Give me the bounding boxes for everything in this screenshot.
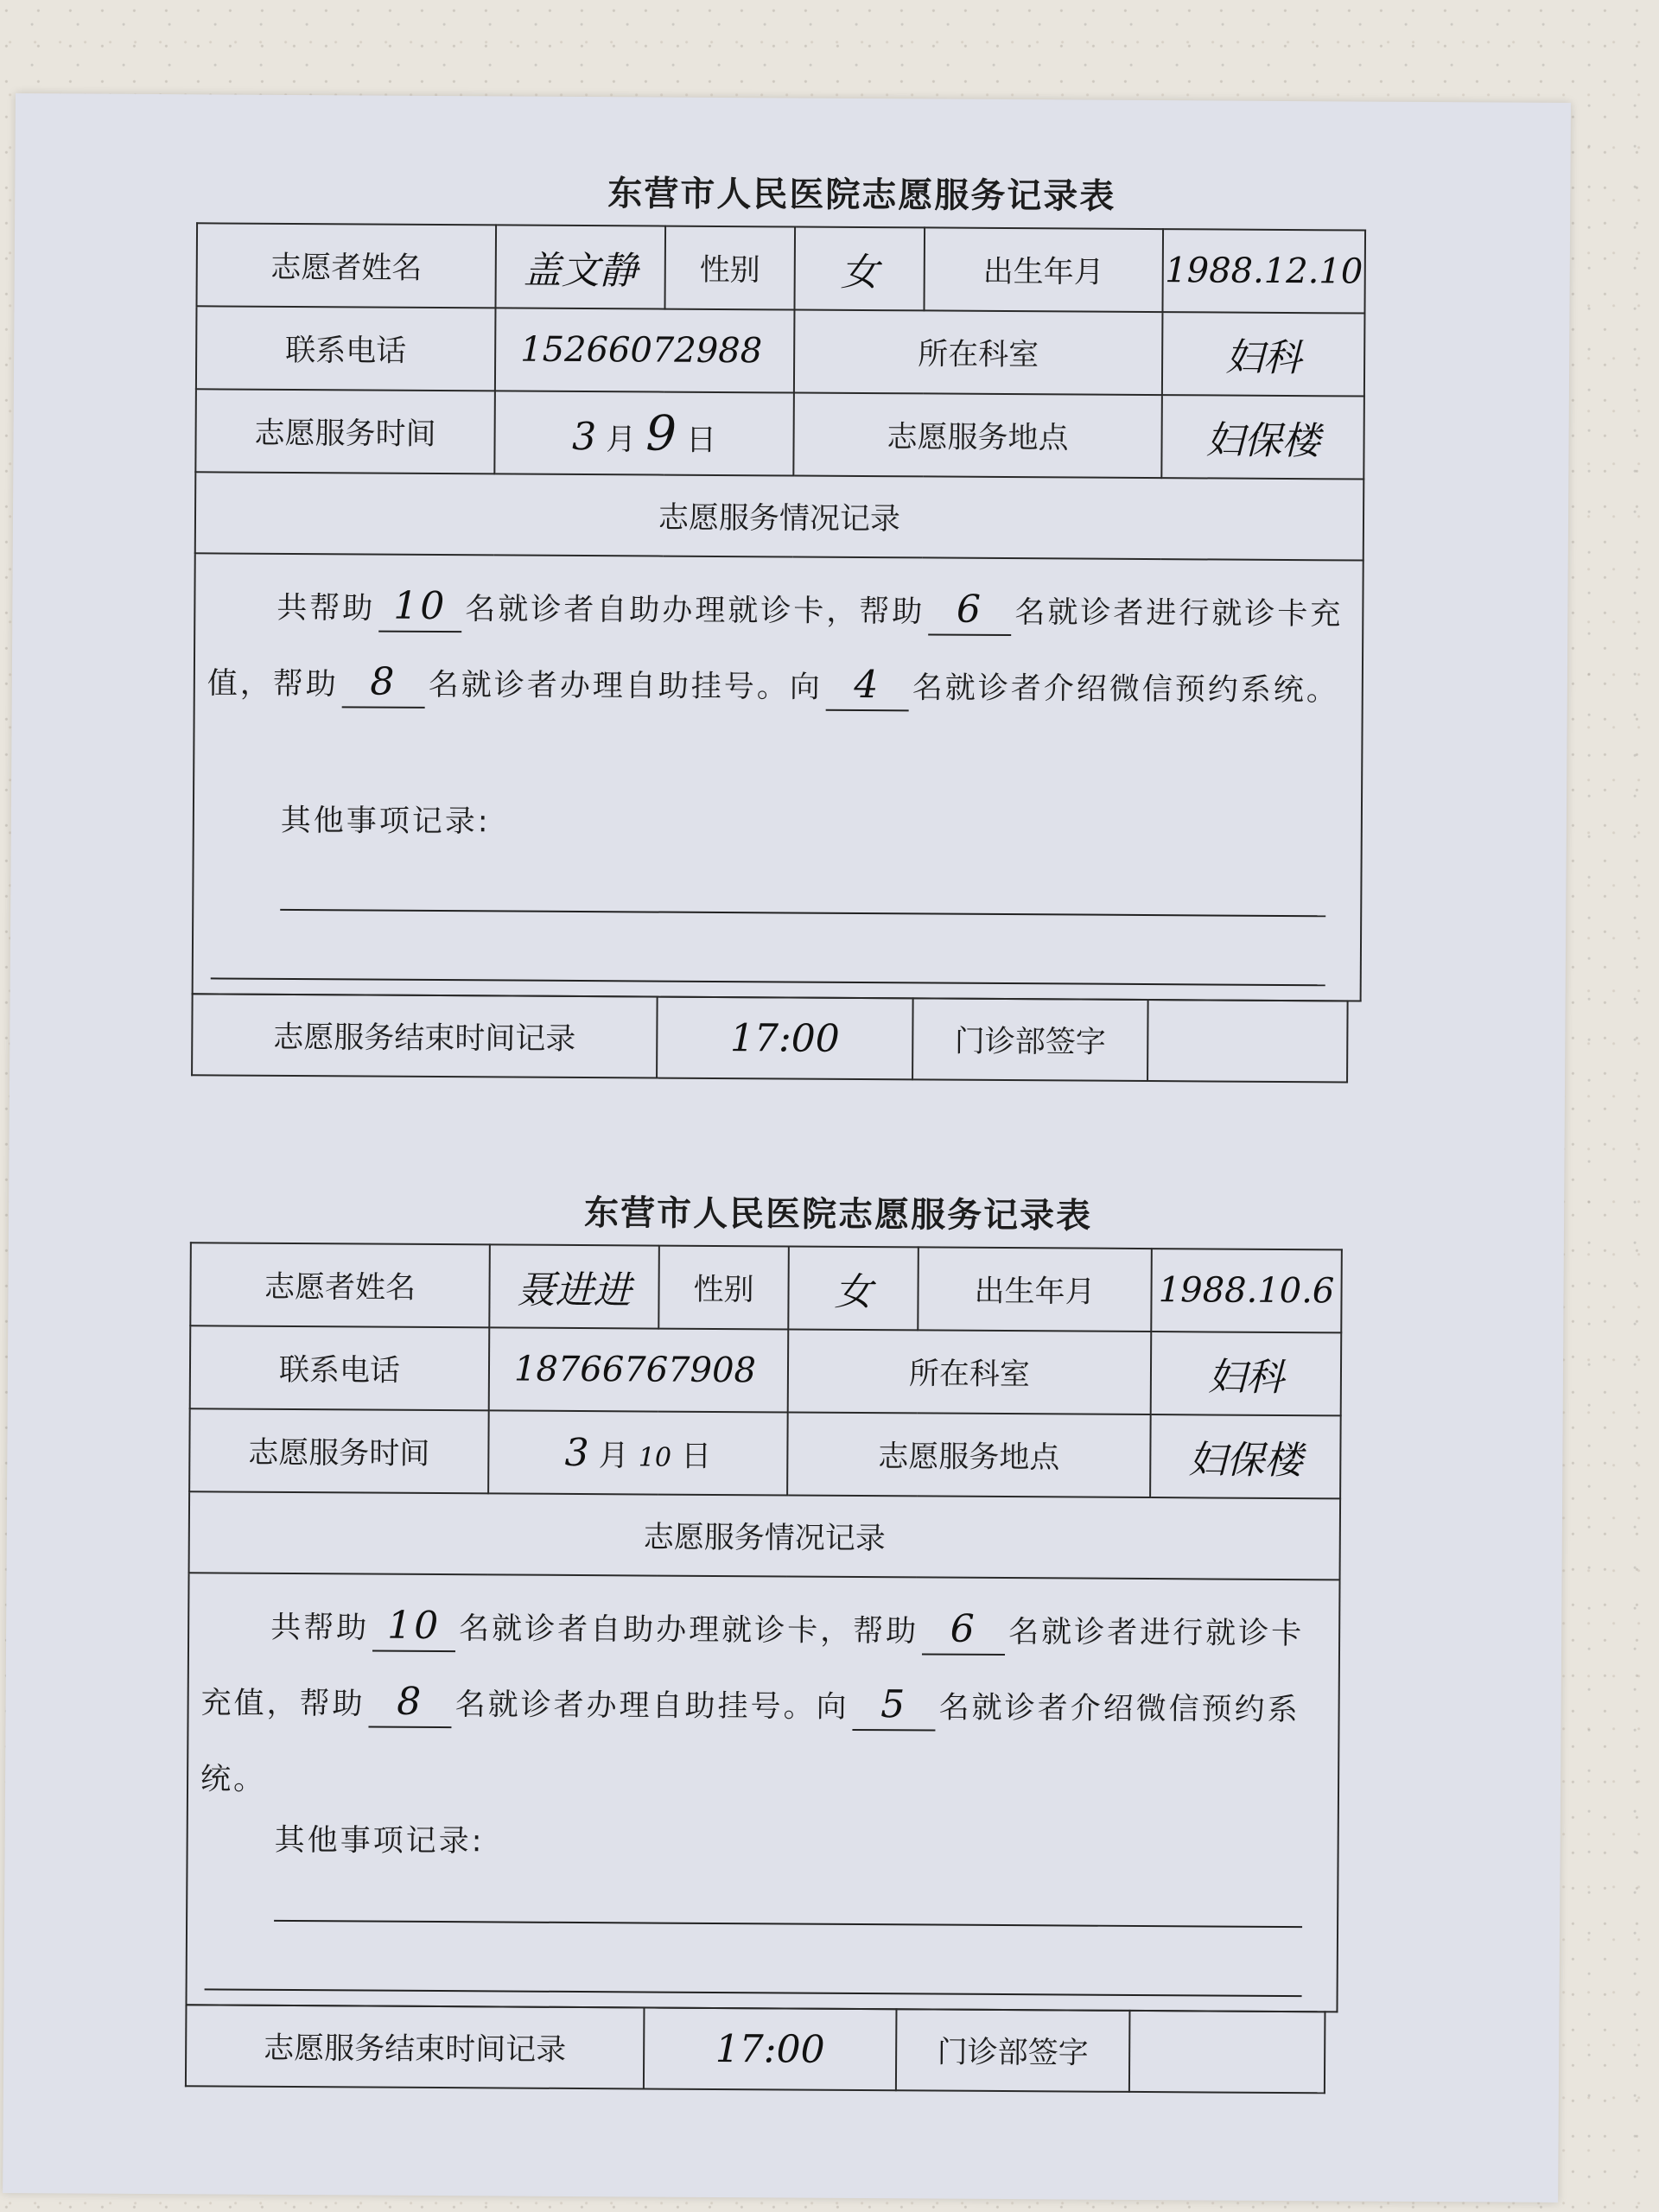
end-table — [191, 993, 1349, 1083]
blank-recharge-count[interactable]: 6 — [922, 1607, 1005, 1656]
month-value: 3 — [564, 1430, 589, 1475]
blank-wechat-count[interactable]: 5 — [852, 1683, 935, 1732]
service-time-label: 志愿服务时间 — [189, 1408, 489, 1493]
sign-field[interactable] — [1147, 1000, 1348, 1082]
record-header: 志愿服务情况记录 — [189, 1491, 1341, 1580]
dept-label: 所在科室 — [788, 1329, 1152, 1414]
birth-label: 出生年月 — [918, 1247, 1152, 1332]
record-body — [186, 1573, 1339, 2012]
birth-value[interactable]: 1988.10.6 — [1158, 1270, 1335, 1312]
blank-card-count[interactable]: 10 — [378, 585, 461, 633]
month-value: 3 — [571, 414, 597, 459]
blank-recharge-count[interactable]: 6 — [928, 588, 1011, 636]
gender-label: 性别 — [664, 226, 795, 310]
name-label: 志愿者姓名 — [196, 223, 496, 308]
service-place-label: 志愿服务地点 — [793, 393, 1162, 479]
service-place-value[interactable]: 妇保楼 — [1188, 1438, 1303, 1484]
blank-register-count[interactable]: 8 — [368, 1681, 451, 1729]
gender-value[interactable]: 女 — [840, 250, 879, 296]
record-header: 志愿服务情况记录 — [195, 472, 1364, 560]
gender-label: 性别 — [658, 1246, 789, 1330]
dept-value[interactable]: 妇科 — [1225, 335, 1302, 381]
birth-value[interactable]: 1988.12.10 — [1165, 251, 1363, 292]
service-time-label: 志愿服务时间 — [195, 389, 495, 474]
name-value[interactable]: 盖文静 — [523, 248, 638, 294]
other-items-line-1[interactable] — [274, 1920, 1302, 1928]
service-place-value[interactable]: 妇保楼 — [1205, 418, 1320, 464]
paper-sheet — [3, 93, 1571, 2202]
other-items-line-2[interactable] — [205, 1988, 1302, 1997]
dept-value[interactable]: 妇科 — [1207, 1355, 1285, 1400]
end-time-label: 志愿服务结束时间记录 — [192, 994, 658, 1077]
sign-field[interactable] — [1129, 2011, 1325, 2093]
sign-label: 门诊部签字 — [912, 998, 1148, 1081]
form-title: 东营市人民医院志愿服务记录表 — [607, 173, 1116, 217]
day-value: 10 — [638, 1441, 672, 1473]
info-table — [192, 222, 1366, 1001]
day-value: 9 — [645, 404, 677, 462]
service-time-value[interactable] — [494, 391, 794, 475]
service-time-value[interactable] — [488, 1410, 788, 1495]
dept-label: 所在科室 — [794, 310, 1163, 396]
service-place-label: 志愿服务地点 — [787, 1412, 1151, 1497]
phone-value[interactable]: 15266072988 — [520, 329, 763, 372]
other-items-label: 其他事项记录: — [280, 803, 491, 840]
blank-wechat-count[interactable]: 4 — [826, 664, 909, 712]
sign-label: 门诊部签字 — [896, 2009, 1130, 2092]
phone-value[interactable]: 18766767908 — [513, 1349, 757, 1391]
record-body — [193, 553, 1363, 1001]
other-items-line-1[interactable] — [280, 909, 1325, 917]
phone-label: 联系电话 — [196, 306, 496, 391]
form-title: 东营市人民医院志愿服务记录表 — [583, 1192, 1093, 1236]
gender-value[interactable]: 女 — [834, 1269, 873, 1315]
name-value[interactable]: 聂进进 — [517, 1268, 632, 1313]
record-paragraph: 共帮助 10 名就诊者自助办理就诊卡，帮助 6 名就诊者进行就诊卡充值，帮助 8 名就诊者办理自助挂号。向 4 名就诊者介绍微信预约系统。 — [207, 569, 1351, 728]
month-char: 月 — [598, 1438, 629, 1473]
record-paragraph: 共帮助 10 名就诊者自助办理就诊卡，帮助 6 名就诊者进行就诊卡充值，帮助 8 名就诊者办理自助挂号。向 5 名就诊者介绍微信预约系统。 — [200, 1603, 1305, 1797]
end-table — [185, 2004, 1326, 2094]
day-char: 日 — [685, 423, 717, 458]
record-form-2 — [3, 1113, 1565, 2194]
record-form-1 — [10, 93, 1571, 1140]
end-time-label: 志愿服务结束时间记录 — [186, 2005, 645, 2088]
phone-label: 联系电话 — [190, 1325, 490, 1410]
name-label: 志愿者姓名 — [190, 1243, 490, 1327]
birth-label: 出生年月 — [924, 227, 1163, 312]
other-items-label: 其他事项记录: — [274, 1822, 485, 1859]
end-time-value[interactable]: 17:00 — [729, 1015, 840, 1061]
day-char: 日 — [681, 1439, 712, 1474]
other-items-line-2[interactable] — [211, 977, 1325, 986]
month-char: 月 — [606, 422, 637, 457]
end-time-value[interactable]: 17:00 — [715, 2026, 825, 2072]
blank-card-count[interactable]: 10 — [372, 1605, 455, 1653]
blank-register-count[interactable]: 8 — [342, 660, 425, 709]
info-table — [185, 1242, 1342, 2012]
